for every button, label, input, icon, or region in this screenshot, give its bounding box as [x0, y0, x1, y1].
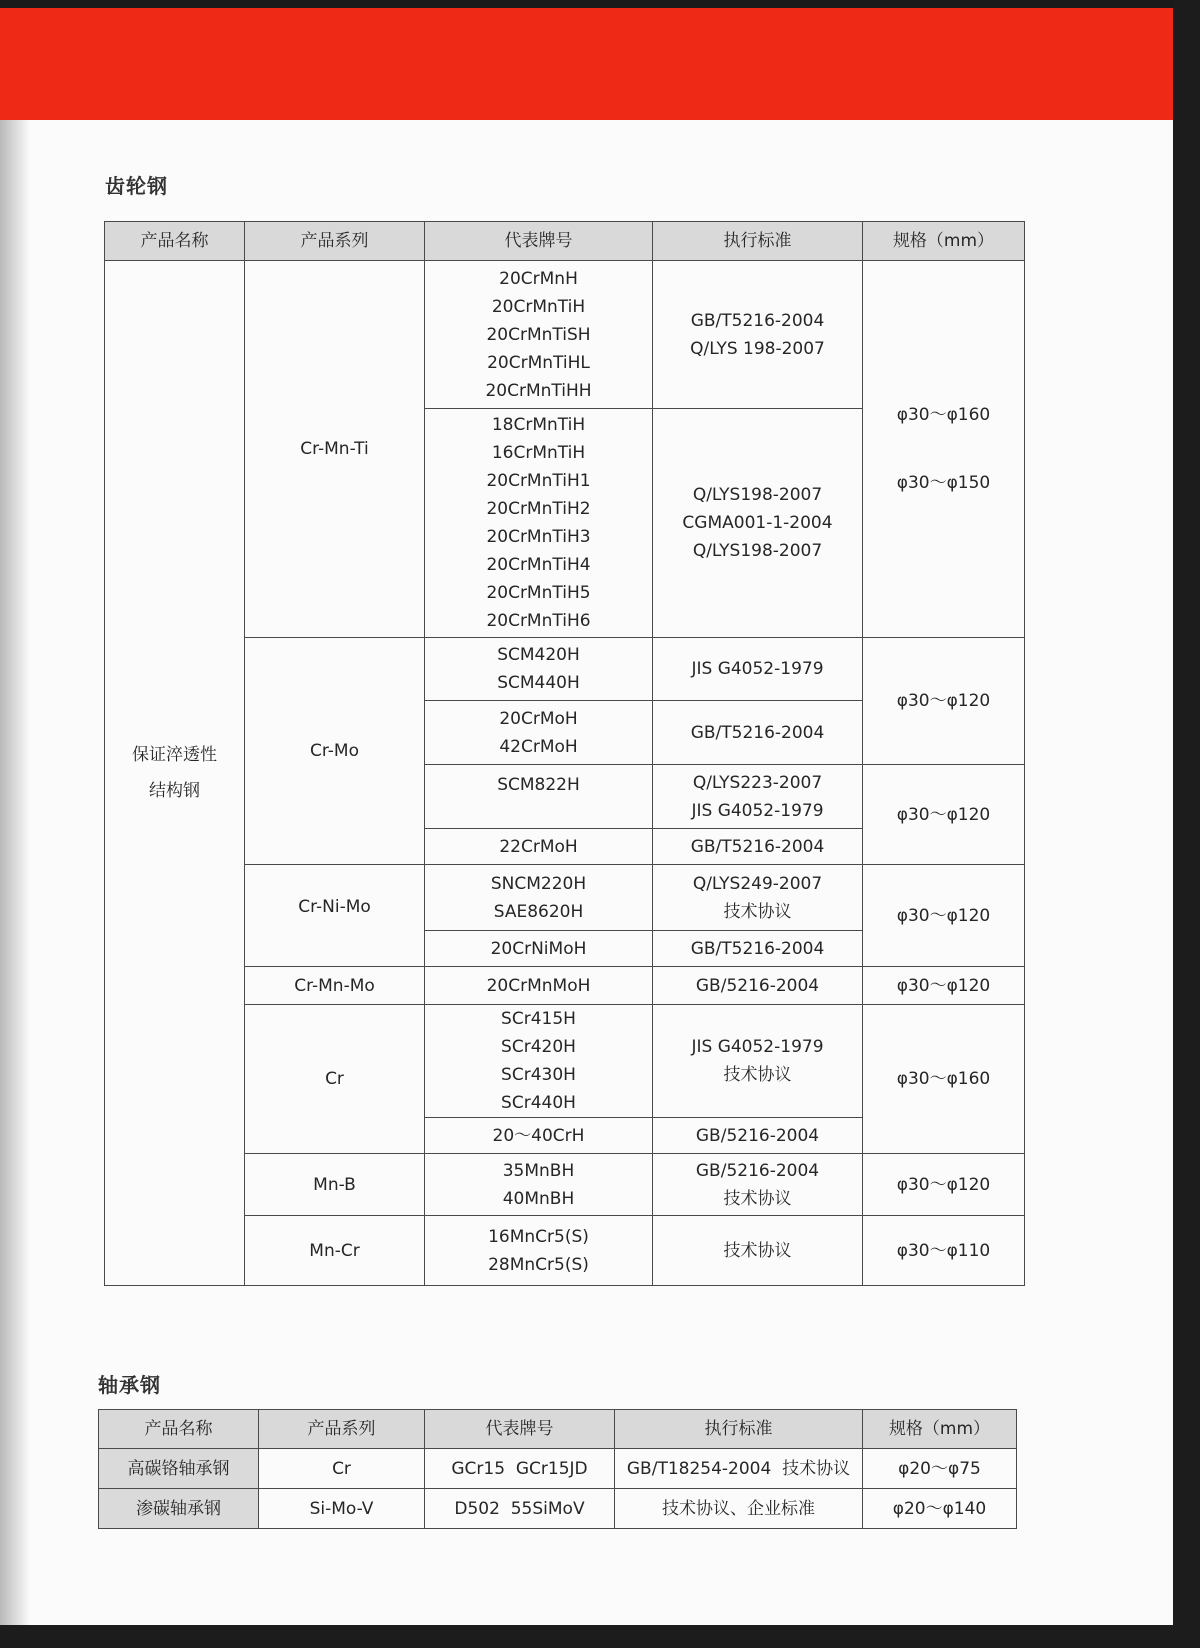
spec: φ30～φ160 [896, 405, 991, 425]
grades-cell [425, 829, 653, 865]
standard-cell: 技术协议、企业标准 [615, 1489, 863, 1529]
product-name-line: 保证淬透性 [132, 745, 217, 765]
table-header-row [99, 1410, 1017, 1449]
header-product-name: 产品名称 [105, 222, 245, 261]
spec-cell: φ30～φ120 [863, 865, 1025, 967]
table-header-row [105, 222, 1025, 261]
grade: 20CrMnTiHL [487, 352, 590, 373]
grades-cell [425, 1154, 653, 1216]
grades-cell [425, 1118, 653, 1154]
standard: Q/LYS198-2007 [692, 485, 823, 505]
product-name-cell: 渗碳轴承钢 [99, 1489, 259, 1529]
standard-cell [653, 1005, 863, 1118]
standard: JIS G4052-1979 [691, 800, 824, 821]
grade: 35MnBH [502, 1160, 575, 1181]
series-cell: Cr-Mo [245, 638, 425, 865]
header-standard: 执行标准 [653, 222, 863, 261]
series-cell: Si-Mo-V [259, 1489, 425, 1529]
standard: 技术协议 [723, 901, 792, 922]
series-cell: Cr-Mn-Mo [245, 967, 425, 1005]
header-product-series: 产品系列 [245, 222, 425, 261]
standard-cell [653, 409, 863, 638]
grade: SNCM220H [490, 873, 587, 894]
product-name-cell: 高碳铬轴承钢 [99, 1449, 259, 1489]
standard: Q/LYS249-2007 [692, 873, 823, 894]
grade: 20CrMnTiHH [485, 380, 592, 401]
grades-cell [425, 967, 653, 1005]
standard: Q/LYS198-2007 [692, 541, 823, 561]
series-cell: Cr [259, 1449, 425, 1489]
grade: 20CrMnH [499, 268, 578, 289]
grades-cell: GCr15 GCr15JD [425, 1449, 615, 1489]
standard: Q/LYS 198-2007 [690, 338, 825, 359]
page-binding-shadow [0, 120, 30, 1625]
spec-cell: φ30～φ120 [863, 638, 1025, 765]
standard-cell [653, 638, 863, 701]
grades-cell [425, 409, 653, 638]
grade: 40MnBH [502, 1188, 575, 1209]
grade: 18CrMnTiH [491, 415, 586, 435]
standard: CGMA001-1-2004 [682, 513, 833, 533]
header-spec: 规格（mm） [863, 1410, 1017, 1449]
standard-cell [653, 261, 863, 409]
grade: 20CrMnTiSH [486, 324, 591, 345]
page-top-edge [0, 0, 1200, 8]
grade: 20CrMnTiH6 [486, 611, 591, 631]
header-spec: 规格（mm） [863, 222, 1025, 261]
grades-cell [425, 1216, 653, 1286]
standard: GB/T5216-2004 [690, 836, 825, 857]
series-cell: Cr-Ni-Mo [245, 865, 425, 967]
spec-cell: φ30～φ110 [863, 1216, 1025, 1286]
standard-cell [653, 701, 863, 765]
header-standard: 执行标准 [615, 1410, 863, 1449]
standard-cell [653, 829, 863, 865]
series-cell: Mn-Cr [245, 1216, 425, 1286]
standard: JIS G4052-1979 [691, 659, 824, 679]
grade: SCr430H [501, 1065, 576, 1085]
grade: SCr415H [501, 1009, 576, 1029]
grade: 22CrMoH [499, 836, 578, 857]
bearing-steel-table [98, 1409, 1017, 1529]
grade: 20～40CrH [492, 1125, 585, 1146]
standard: GB/5216-2004 [695, 1125, 820, 1146]
page-right-edge [1173, 0, 1200, 1648]
header-grades: 代表牌号 [425, 1410, 615, 1449]
spec-cell: φ30～φ160 [863, 1005, 1025, 1154]
standard: GB/T5216-2004 [690, 310, 825, 331]
grade: SCr440H [501, 1093, 576, 1113]
standard-cell [653, 1118, 863, 1154]
table-row [105, 261, 1025, 409]
grade: SCM822H [497, 775, 580, 795]
header-product-series: 产品系列 [259, 1410, 425, 1449]
standard-cell [653, 1154, 863, 1216]
grade: 20CrNiMoH [490, 938, 587, 959]
standard-cell [653, 931, 863, 967]
standard: 技术协议 [723, 1240, 792, 1261]
standard-cell [653, 1216, 863, 1286]
standard: 技术协议 [723, 1188, 792, 1209]
standard: Q/LYS223-2007 [692, 772, 823, 793]
grade: SAE8620H [493, 901, 584, 922]
header-product-name: 产品名称 [99, 1410, 259, 1449]
series-cell: Cr-Mn-Ti [245, 261, 425, 638]
grades-cell [425, 1005, 653, 1118]
spec-cell: φ20～φ140 [863, 1489, 1017, 1529]
spec-cell: φ20～φ75 [863, 1449, 1017, 1489]
grade: 20CrMnTiH5 [486, 583, 591, 603]
standard-cell [653, 765, 863, 829]
grades-cell [425, 931, 653, 967]
spec-cell: φ30～φ120 [863, 1154, 1025, 1216]
grade: 20CrMnTiH4 [486, 555, 591, 575]
grades-cell [425, 638, 653, 701]
standard: 技术协议 [723, 1065, 792, 1085]
standard: GB/T5216-2004 [690, 722, 825, 743]
grades-cell [425, 865, 653, 931]
spec-cell: φ30～φ120 [863, 967, 1025, 1005]
red-banner [0, 8, 1173, 120]
grade: SCM420H [497, 645, 580, 665]
product-name-line: 结构钢 [149, 781, 200, 801]
bearing-steel-title: 轴承钢 [98, 1373, 161, 1397]
spec-cell [863, 261, 1025, 638]
table-row [99, 1449, 1017, 1489]
gear-steel-table [104, 221, 1025, 1286]
grade: 16MnCr5(S) [488, 1226, 589, 1247]
grades-cell [425, 765, 653, 829]
header-grades: 代表牌号 [425, 222, 653, 261]
standard: GB/5216-2004 [695, 975, 820, 996]
grade: 20CrMnTiH [491, 296, 586, 317]
grade: 20CrMoH [499, 708, 578, 729]
series-cell: Cr [245, 1005, 425, 1154]
spec: φ30～φ150 [896, 473, 991, 493]
page-bottom-edge [0, 1625, 1200, 1648]
grade: 20CrMnMoH [486, 975, 591, 996]
product-name-cell [105, 261, 245, 1286]
grade: 20CrMnTiH3 [486, 527, 591, 547]
grade: 20CrMnTiH1 [486, 471, 591, 491]
grade: 42CrMoH [499, 736, 578, 757]
grade: SCM440H [497, 673, 580, 693]
grade: 20CrMnTiH2 [486, 499, 591, 519]
spec-cell: φ30～φ120 [863, 765, 1025, 865]
grade: 16CrMnTiH [491, 443, 586, 463]
grades-cell [425, 261, 653, 409]
grades-cell: D502 55SiMoV [425, 1489, 615, 1529]
standard: GB/5216-2004 [695, 1160, 820, 1181]
series-cell: Mn-B [245, 1154, 425, 1216]
grade: SCr420H [501, 1037, 576, 1057]
grade: 28MnCr5(S) [488, 1254, 589, 1275]
standard: GB/T5216-2004 [690, 938, 825, 959]
standard-cell: GB/T18254-2004 技术协议 [615, 1449, 863, 1489]
table-row [99, 1489, 1017, 1529]
gear-steel-title: 齿轮钢 [105, 174, 168, 198]
standard: JIS G4052-1979 [691, 1037, 824, 1057]
standard-cell [653, 967, 863, 1005]
grades-cell [425, 701, 653, 765]
standard-cell [653, 865, 863, 931]
